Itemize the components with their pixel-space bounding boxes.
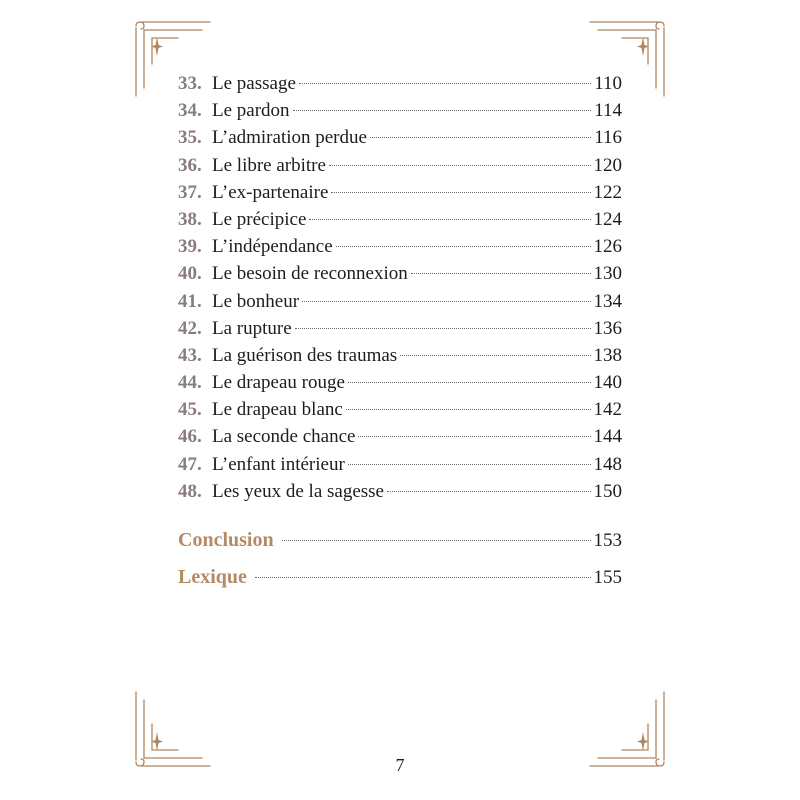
dot-leader [336, 246, 591, 247]
toc-entry-title: Le précipice [212, 208, 307, 230]
toc-page-number: 124 [593, 208, 622, 230]
dot-leader [411, 273, 591, 274]
toc-entry-number: 39. [178, 236, 202, 258]
dot-leader [370, 137, 591, 138]
toc-entry-number: 48. [178, 480, 202, 502]
dot-leader [387, 491, 591, 492]
page-number: 7 [395, 755, 405, 775]
dot-leader [348, 464, 591, 465]
toc-entry [178, 70, 622, 97]
toc-entry-number: 42. [178, 317, 202, 339]
toc-entry [178, 152, 622, 179]
toc-entry-number: 43. [178, 344, 202, 366]
dot-leader [346, 409, 591, 410]
toc-entry-title: L’ex-partenaire [212, 181, 329, 203]
toc-entry-title: Les yeux de la sagesse [212, 480, 384, 502]
toc-entry [178, 315, 622, 342]
toc-entry-title: Le drapeau blanc [212, 399, 343, 421]
dot-leader [299, 83, 591, 84]
toc-entry-number: 37. [178, 181, 202, 203]
dot-leader [295, 328, 591, 329]
toc-page-number: 136 [593, 317, 622, 339]
toc-entry [178, 260, 622, 287]
toc-entry-number: 46. [178, 426, 202, 448]
toc-page-number: 148 [593, 453, 622, 475]
toc-entry-number: 44. [178, 372, 202, 394]
toc-page-number: 155 [593, 567, 622, 588]
dot-leader [302, 301, 590, 302]
toc-entry [178, 288, 622, 315]
toc-page-number: 153 [593, 530, 622, 551]
toc-entry-number: 41. [178, 290, 202, 312]
toc-entry-number: 38. [178, 208, 202, 230]
toc-entry-title: L’enfant intérieur [212, 453, 345, 475]
toc-page-number: 144 [593, 426, 622, 448]
toc-entry-title: La guérison des traumas [212, 344, 398, 366]
toc-entry-title: Le besoin de reconnexion [212, 263, 408, 285]
dot-leader [358, 436, 590, 437]
table-of-contents [178, 70, 622, 505]
toc-page-number: 134 [593, 290, 622, 312]
toc-entry [178, 451, 622, 478]
toc-entry [178, 478, 622, 505]
toc-entry-number: 40. [178, 263, 202, 285]
toc-entry-number: 36. [178, 154, 202, 176]
toc-entry-title: Le passage [212, 73, 296, 94]
toc-entry-number: 45. [178, 399, 202, 421]
toc-page-number: 140 [593, 372, 622, 394]
toc-entry-title: La seconde chance [212, 426, 356, 448]
dot-leader [282, 540, 591, 541]
toc-entry [178, 423, 622, 450]
toc-entry [178, 396, 622, 423]
toc-entry-number: 34. [178, 100, 202, 122]
toc-section-title: Conclusion [178, 529, 274, 551]
dot-leader [293, 110, 592, 111]
toc-page-number: 120 [593, 154, 622, 176]
toc-entry-title: L’admiration perdue [212, 127, 367, 149]
dot-leader [400, 355, 590, 356]
toc-section-title: Lexique [178, 566, 247, 588]
toc-entry [178, 124, 622, 151]
toc-entry [178, 342, 622, 369]
toc-entry-title: La rupture [212, 317, 292, 339]
toc-section-lexique [178, 561, 622, 593]
toc-page-number: 138 [593, 344, 622, 366]
toc-page-number: 116 [594, 127, 622, 149]
toc-entry-number: 33. [178, 73, 202, 94]
toc-entry [178, 179, 622, 206]
toc-entry-title: L’indépendance [212, 236, 333, 258]
toc-entry [178, 369, 622, 396]
dot-leader [348, 382, 591, 383]
toc-page-number: 126 [593, 236, 622, 258]
dot-leader [331, 192, 590, 193]
toc-page-number: 130 [593, 263, 622, 285]
toc-entry-title: Le pardon [212, 100, 290, 122]
toc-page-number: 110 [594, 73, 622, 94]
toc-page-number: 150 [593, 480, 622, 502]
toc-entry [178, 97, 622, 124]
dot-leader [329, 165, 591, 166]
toc-page-number: 142 [593, 399, 622, 421]
toc-entry-number: 47. [178, 453, 202, 475]
toc-entry [178, 206, 622, 233]
toc-section-conclusion [178, 524, 622, 556]
toc-entry-title: Le drapeau rouge [212, 372, 345, 394]
dot-leader [255, 577, 591, 578]
toc-entry-title: Le bonheur [212, 290, 300, 312]
toc-entry-title: Le libre arbitre [212, 154, 326, 176]
toc-page-number: 122 [593, 181, 622, 203]
toc-entry-number: 35. [178, 127, 202, 149]
toc-page-number: 114 [594, 100, 622, 122]
dot-leader [309, 219, 590, 220]
toc-entry [178, 233, 622, 260]
